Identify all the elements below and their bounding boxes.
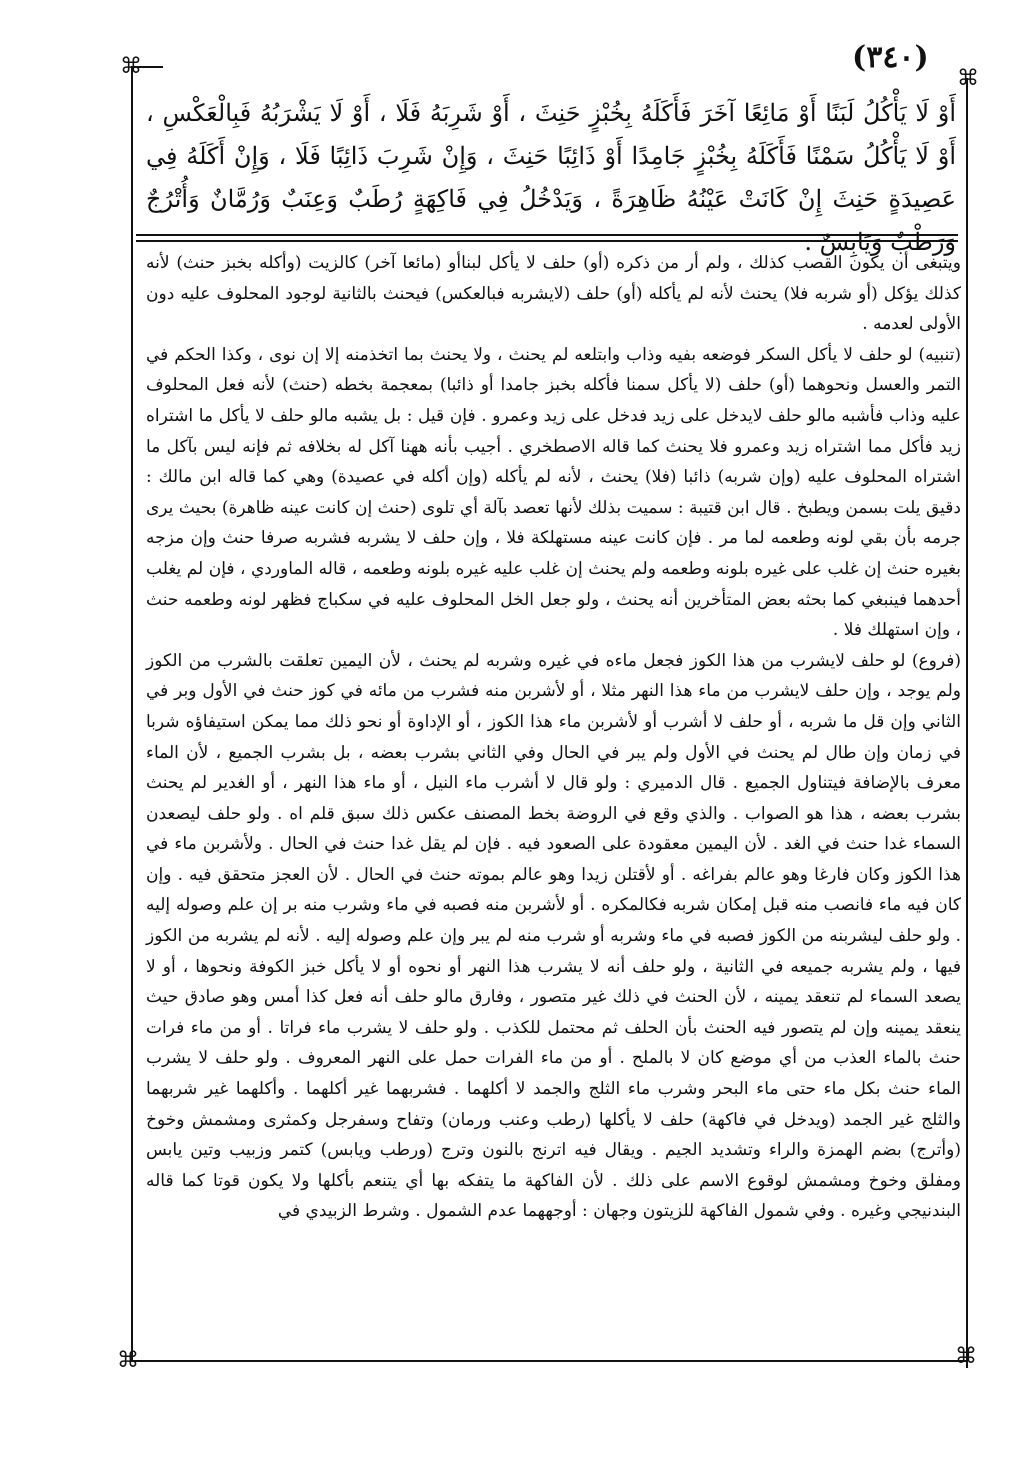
matn-text: أَوْ لَا يَأْكُلُ لَبَنًا أَوْ مَائِعًا آخَرَ فَأَكَلَهُ بِخُبْزٍ حَنِثَ ، أَوْ شَرِبَهُ فَلَا ، أَوْ لَا يَشْرَبُهُ فَبِالْعَكْسِ ، أَوْ لَا يَأْكُلُ سَمْنًا فَأَكَلَهُ بِخُبْزٍ جَامِدًا أَوْ ذَائِبًا حَنِثَ ، وَإِنْ شَرِبَ ذَائِبًا فَلَا ، وَإِنْ أَكَلَهُ فِي عَصِيدَةٍ حَنِثَ إِنْ كَانَتْ عَيْنُهُ ظَاهِرَةً ، وَيَدْخُلُ فِي فَاكِهَةٍ رُطَبٌ وَعِنَبٌ وَرُمَّانٌ وَأُتْرُجٌ وَرَطْبٌ وَيَابِسٌ . [146,99,956,256]
frame-border-right [966,78,968,1368]
commentary-paragraph: ويتبغى أن يكون القصب كذلك ، ولم أر من ذكره (أو) حلف لا يأكل لبناأو (مائعا آخر) كالزيت (وأكله بخبز حنث) لأنه كذلك يؤكل (أو شربه فلا) يحنث لأنه لم يأكله (أو) حلف (لايشربه فبالعكس) فيحنث بالثانية لوجود المحلوف عليه دون الأولى لعدمه . [146,253,961,335]
corner-ornament-icon: ⌘ [955,1344,977,1369]
corner-ornament-icon: ⌘ [957,66,979,91]
section-divider [136,234,958,236]
corner-ornament-icon: ⌘ [117,1348,139,1373]
frame-border-left [131,66,133,1362]
frame-border-bottom [131,1360,967,1362]
frame-border-top [131,66,163,68]
commentary-paragraph: (تنبيه) لو حلف لا يأكل السكر فوضعه بفيه وذاب وابتلعه لم يحنث ، ولا يحنث بما اتخذمنه إلا إن نوى ، وكذا الحكم في التمر والعسل ونحوهما (أو) حلف (لا يأكل سمنا فأكله بخبز جامدا أو ذائبا) بمعجمة بخطه (حنث) لأنه فعل المحلوف عليه وذاب فأشبه مالو حلف لايدخل على زيد فدخل على زيد وعمرو . فإن قيل : بل يشبه مالو حلف لا يأكل ما اشتراه زيد فأكل مما اشتراه زيد وعمرو فلا يحنث كما قاله الاصطخري . أجيب بأنه ههنا آكل له بخلافه ثم فإنه ليس بآكل ما اشتراه المحلوف عليه (وإن شربه) ذائبا (فلا) يحنث ، لأنه لم يأكله (وإن أكله في عصيدة) وهي كما قاله ابن مالك : دقيق يلت بسمن ويطبخ . قال ابن قتيبة : سميت بذلك لأنها تعصد بآلة أي تلوى (حنث إن كانت عينه ظاهرة) بحيث يرى جرمه بأن بقي لونه وطعمه لما مر . فإن كانت عينه مستهلكة فلا ، وإن حلف لا يشربه فشربه صرفا حنث وإن مزجه بغيره حنث إن غلب على غيره بلونه وطعمه ولم يحنث إن غلب عليه غيره بلونه وطعمه ، قاله الماوردي ، فإن لم يغلب أحدهما فينبغي كما بحثه بعض المتأخرين أنه يحنث ، ولو جعل الخل المحلوف عليه في سكباج فظهر لونه وطعمه حنث ، وإن استهلك فلا . [146,344,961,641]
commentary-text [146,248,961,1227]
commentary-paragraph: (فروع) لو حلف لايشرب من هذا الكوز فجعل ماءه في غيره وشربه لم يحنث ، لأن اليمين تعلقت بالشرب من الكوز ولم يوجد ، وإن حلف لايشرب من ماء هذا النهر مثلا ، أو لأشربن منه فشرب من مائه في كوز حنث في الأول وبر في الثاني وإن قل ما شربه ، أو حلف لا أشرب أو لأشربن ماء هذا الكوز ، أو الإداوة أو نحو ذلك مما يمكن استيفاؤه شربا في زمان وإن طال لم يحنث في الأول ولم يبر في الحال وفي الثاني بشرب بعضه ، بل بشرب الجميع ، لأن الماء معرف بالإضافة فيتناول الجميع . قال الدميري : ولو قال لا أشرب ماء النيل ، أو ماء هذا النهر ، أو الغدير لم يحنث بشرب بعضه ، هذا هو الصواب . والذي وقع في الروضة بخط المصنف عكس ذلك سبق قلم اه . ولو حلف ليصعدن السماء غدا حنث في الغد . لأن اليمين معقودة على الصعود فيه . فإن لم يقل غدا حنث في الحال . ولأشربن ماء في هذا الكوز وكان فارغا وهو عالم بفراغه . أو لأقتلن زيدا وهو عالم بموته حنث في الحال . لأن العجز متحقق فيه . وإن كان فيه ماء فانصب منه قبل إمكان شربه فكالمكره . أو لأشربن منه فصبه في ماء وشرب منه بر إن علم وصوله إليه . ولو حلف ليشربنه من الكوز فصبه في ماء وشربه أو شرب منه لم يبر وإن علم وصوله إليه . لأنه لم يشربه من الكوز فيها ، ولم يشربه جميعه في الثانية ، ولو حلف أنه لا يشرب هذا النهر أو نحوه أو لا يأكل خبز الكوفة ونحوها ، أو لا يصعد السماء لم تنعقد يمينه ، لأن الحنث في ذلك غير متصور ، وفارق مالو حلف أنه فعل كذا أمس وهو صادق حيث ينعقد يمينه وإن لم يتصور فيه الحنث بأن الحلف ثم محتمل للكذب . ولو حلف لا يشرب ماء فراتا . أو من ماء فرات حنث بالماء العذب من أي موضع كان لا بالملح . أو من ماء الفرات حمل على النهر المعروف . ولو حلف لا يشرب الماء حنث بكل ماء حتى ماء البحر وشرب ماء الثلج والجمد لا أكلهما . فشربهما غير أكلهما . وأكلهما غير شربهما والثلج غير الجمد (ويدخل في فاكهة) حلف لا يأكلها (رطب وعنب ورمان) وتفاح وسفرجل وكمثرى ومشمش وخوخ (وأترج) بضم الهمزة والراء وتشديد الجيم . ويقال فيه اترنج بالنون وترج (ورطب ويابس) كتمر وزبيب وتين يابس ومفلق وخوخ ومشمش لوقوع الاسم على ذلك . لأن الفاكهة ما يتفكه بها أي يتنعم بأكلها ولا يكون قوتا كما قاله البندنيجي وغيره . وفي شمول الفاكهة للزيتون وجهان : أوجههما عدم الشمول . وشرط الزبيدي في [146,650,961,1222]
section-divider [136,240,958,242]
corner-ornament-icon: ⌘ [120,54,142,79]
page-number: (٣٤٠) [852,40,929,75]
